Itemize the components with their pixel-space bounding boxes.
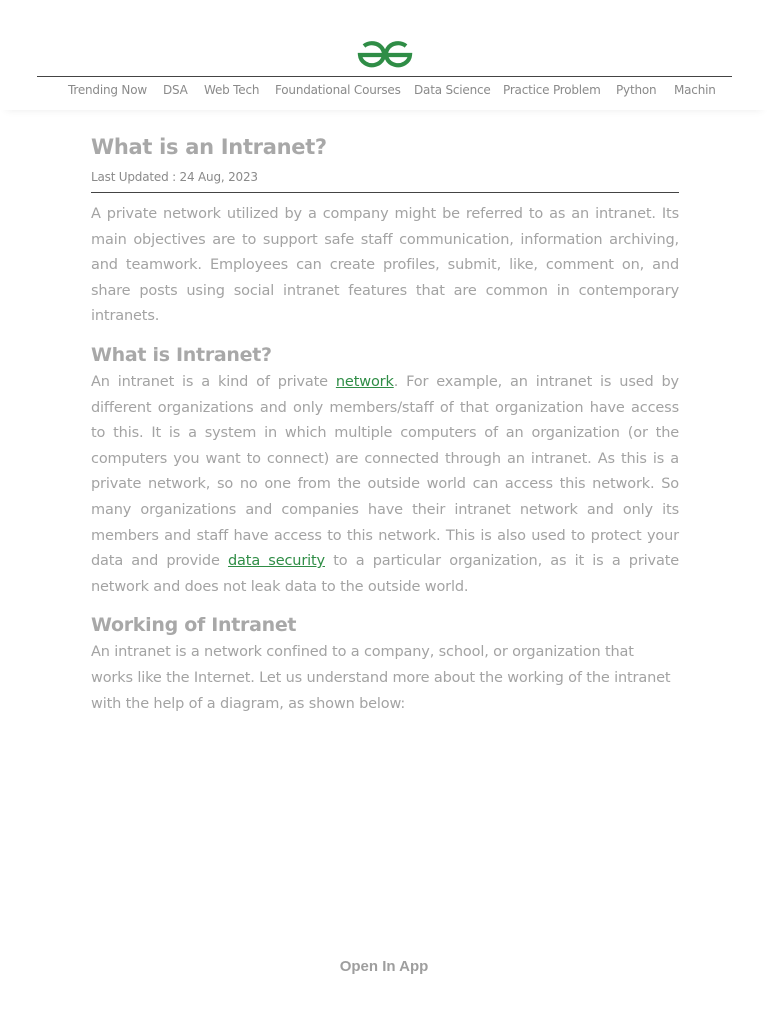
nav-item-trending-now[interactable]: Trending Now <box>68 83 147 97</box>
paragraph-text: to a particular organization, as it is a private network and does not leak data to the outside world. <box>91 553 679 595</box>
intro-paragraph: A private network utilized by a company might be referred to as an intranet. Its main objectives are to support safe staff communication, information archiving, and teamwork. Employees can create profiles, submit, like, comment on, and share posts using social intranet features that are common in contemporary intranets. <box>91 206 679 325</box>
nav-item-web-tech[interactable]: Web Tech <box>204 83 260 97</box>
nav-item-dsa[interactable]: DSA <box>163 83 188 97</box>
geeksforgeeks-logo-icon[interactable] <box>357 40 413 70</box>
open-in-app-button[interactable]: Open In App <box>339 958 429 975</box>
network-link[interactable]: network <box>335 373 394 390</box>
nav-item-data-science[interactable]: Data Science <box>414 83 491 97</box>
paragraph-text: . For example, an intranet is used by different organizations and only members/staff of that organization have access to this. It is a system in which multiple computers of an organization (or the computers you want to connect) are connected through an intranet. As this is a private network, so no one from the outside world can access this network. So many organizations and companies have their intranet network and only its members and staff have access to this network. This is also used to protect your data and provide <box>91 373 679 570</box>
nav-item-machine-learning[interactable]: Machin <box>674 83 716 97</box>
nav-item-practice-problem[interactable]: Practice Problem <box>503 83 601 97</box>
nav-item-foundational-courses[interactable]: Foundational Courses <box>275 83 401 97</box>
article <box>91 130 679 717</box>
section-paragraph-what-is-intranet <box>91 370 679 600</box>
last-updated: Last Updated : 24 Aug, 2023 <box>91 170 258 184</box>
top-nav <box>37 82 732 100</box>
section-paragraph-working-of-intranet: An intranet is a network confined to a company, school, or organization that works like the Internet. Let us understand more about the working of the intranet with the help of a diagram, as shown below: <box>91 644 671 712</box>
page-title: What is an Intranet? <box>91 135 327 159</box>
title-divider <box>91 192 679 193</box>
header-divider <box>37 76 732 77</box>
data-security-link[interactable]: data security <box>228 553 325 570</box>
paragraph-text: An intranet is a kind of private <box>91 373 336 390</box>
section-heading-working-of-intranet: Working of Intranet <box>91 614 297 637</box>
site-header <box>0 0 768 110</box>
nav-item-python[interactable]: Python <box>616 83 657 97</box>
section-heading-what-is-intranet: What is Intranet? <box>91 343 272 366</box>
